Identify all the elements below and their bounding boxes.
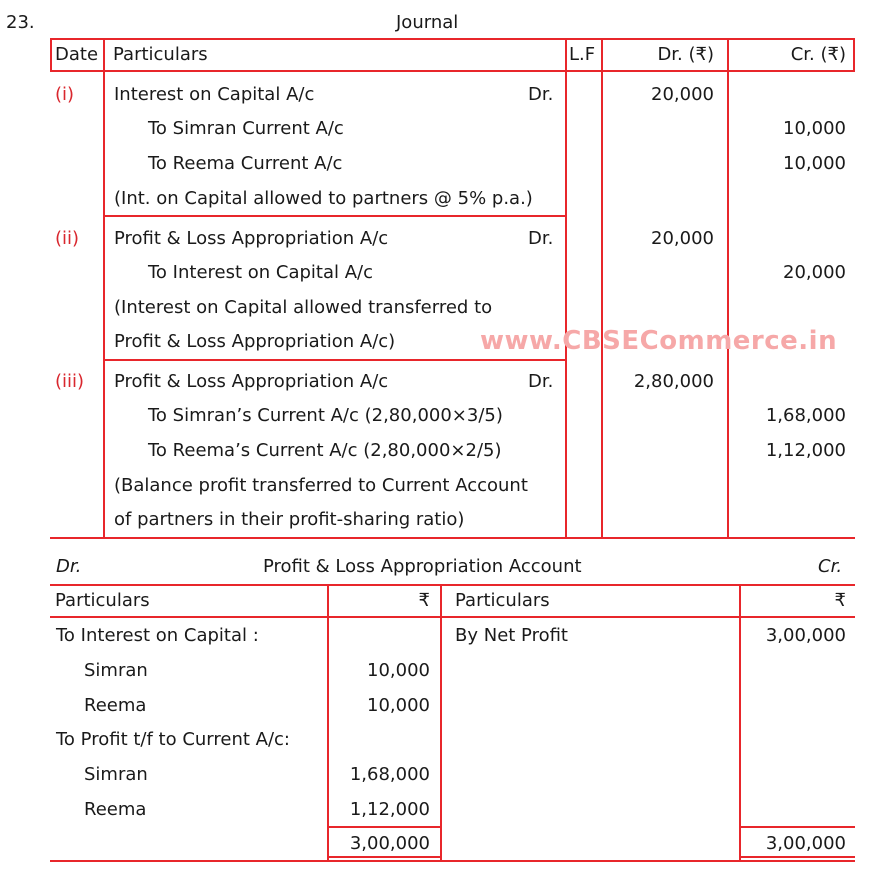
question-number: 23. (6, 12, 35, 33)
debit-account: Interest on Capital A/c (114, 84, 315, 105)
entry-date: (iii) (55, 371, 85, 392)
left-row-amount: 10,000 (367, 695, 430, 716)
debit-amount: 20,000 (651, 84, 714, 105)
dr-label: Dr. (56, 556, 82, 577)
journal-title: Journal (396, 12, 459, 33)
dr-mark: Dr. (528, 84, 554, 105)
narration: (Interest on Capital allowed transferred to (114, 297, 493, 318)
appropriation-title: Profit & Loss Appropriation Account (263, 556, 582, 577)
right-total: 3,00,000 (765, 833, 846, 854)
left-total: 3,00,000 (349, 833, 430, 854)
credit-amount: 1,12,000 (765, 440, 846, 461)
entry-date: (ii) (55, 228, 80, 249)
left-row-text: To Interest on Capital : (56, 625, 259, 646)
narration: (Int. on Capital allowed to partners @ 5% p.a.) (114, 188, 533, 209)
debit-account: Profit & Loss Appropriation A/c (114, 371, 389, 392)
debit-amount: 2,80,000 (633, 371, 714, 392)
left-row-text: Simran (84, 660, 148, 681)
entry-date: (i) (55, 84, 75, 105)
left-row-text: To Profit t/f to Current A/c: (56, 729, 290, 750)
header-right-amount: ₹ (834, 590, 846, 611)
cr-label: Cr. (818, 556, 843, 577)
debit-account: Profit & Loss Appropriation A/c (114, 228, 389, 249)
header-right-particulars: Particulars (455, 590, 550, 611)
narration: (Balance profit transferred to Current Account (114, 475, 528, 496)
left-row-amount: 1,12,000 (349, 799, 430, 820)
header-left-amount: ₹ (418, 590, 430, 611)
left-row-text: Simran (84, 764, 148, 785)
left-row-amount: 10,000 (367, 660, 430, 681)
credit-amount: 10,000 (783, 153, 846, 174)
dr-mark: Dr. (528, 228, 554, 249)
credit-amount: 20,000 (783, 262, 846, 283)
credit-amount: 10,000 (783, 118, 846, 139)
credit-amount: 1,68,000 (765, 405, 846, 426)
credit-account: To Interest on Capital A/c (148, 262, 374, 283)
dr-mark: Dr. (528, 371, 554, 392)
right-row-text: By Net Profit (455, 625, 568, 646)
narration: Profit & Loss Appropriation A/c) (114, 331, 396, 352)
left-row-text: Reema (84, 799, 147, 820)
credit-account: To Simran Current A/c (148, 118, 344, 139)
narration: of partners in their profit-sharing ratio) (114, 509, 465, 530)
watermark: www.CBSECommerce.in (480, 326, 838, 356)
header-dr: Dr. (₹) (657, 44, 714, 65)
right-row-amount: 3,00,000 (765, 625, 846, 646)
credit-account: To Reema’s Current A/c (2,80,000×2/5) (148, 440, 502, 461)
credit-account: To Simran’s Current A/c (2,80,000×3/5) (148, 405, 503, 426)
debit-amount: 20,000 (651, 228, 714, 249)
left-row-text: Reema (84, 695, 147, 716)
header-left-particulars: Particulars (55, 590, 150, 611)
credit-account: To Reema Current A/c (148, 153, 343, 174)
header-lf: L.F (569, 44, 596, 65)
header-particulars: Particulars (113, 44, 208, 65)
left-row-amount: 1,68,000 (349, 764, 430, 785)
header-date: Date (55, 44, 99, 65)
header-cr: Cr. (₹) (790, 44, 846, 65)
